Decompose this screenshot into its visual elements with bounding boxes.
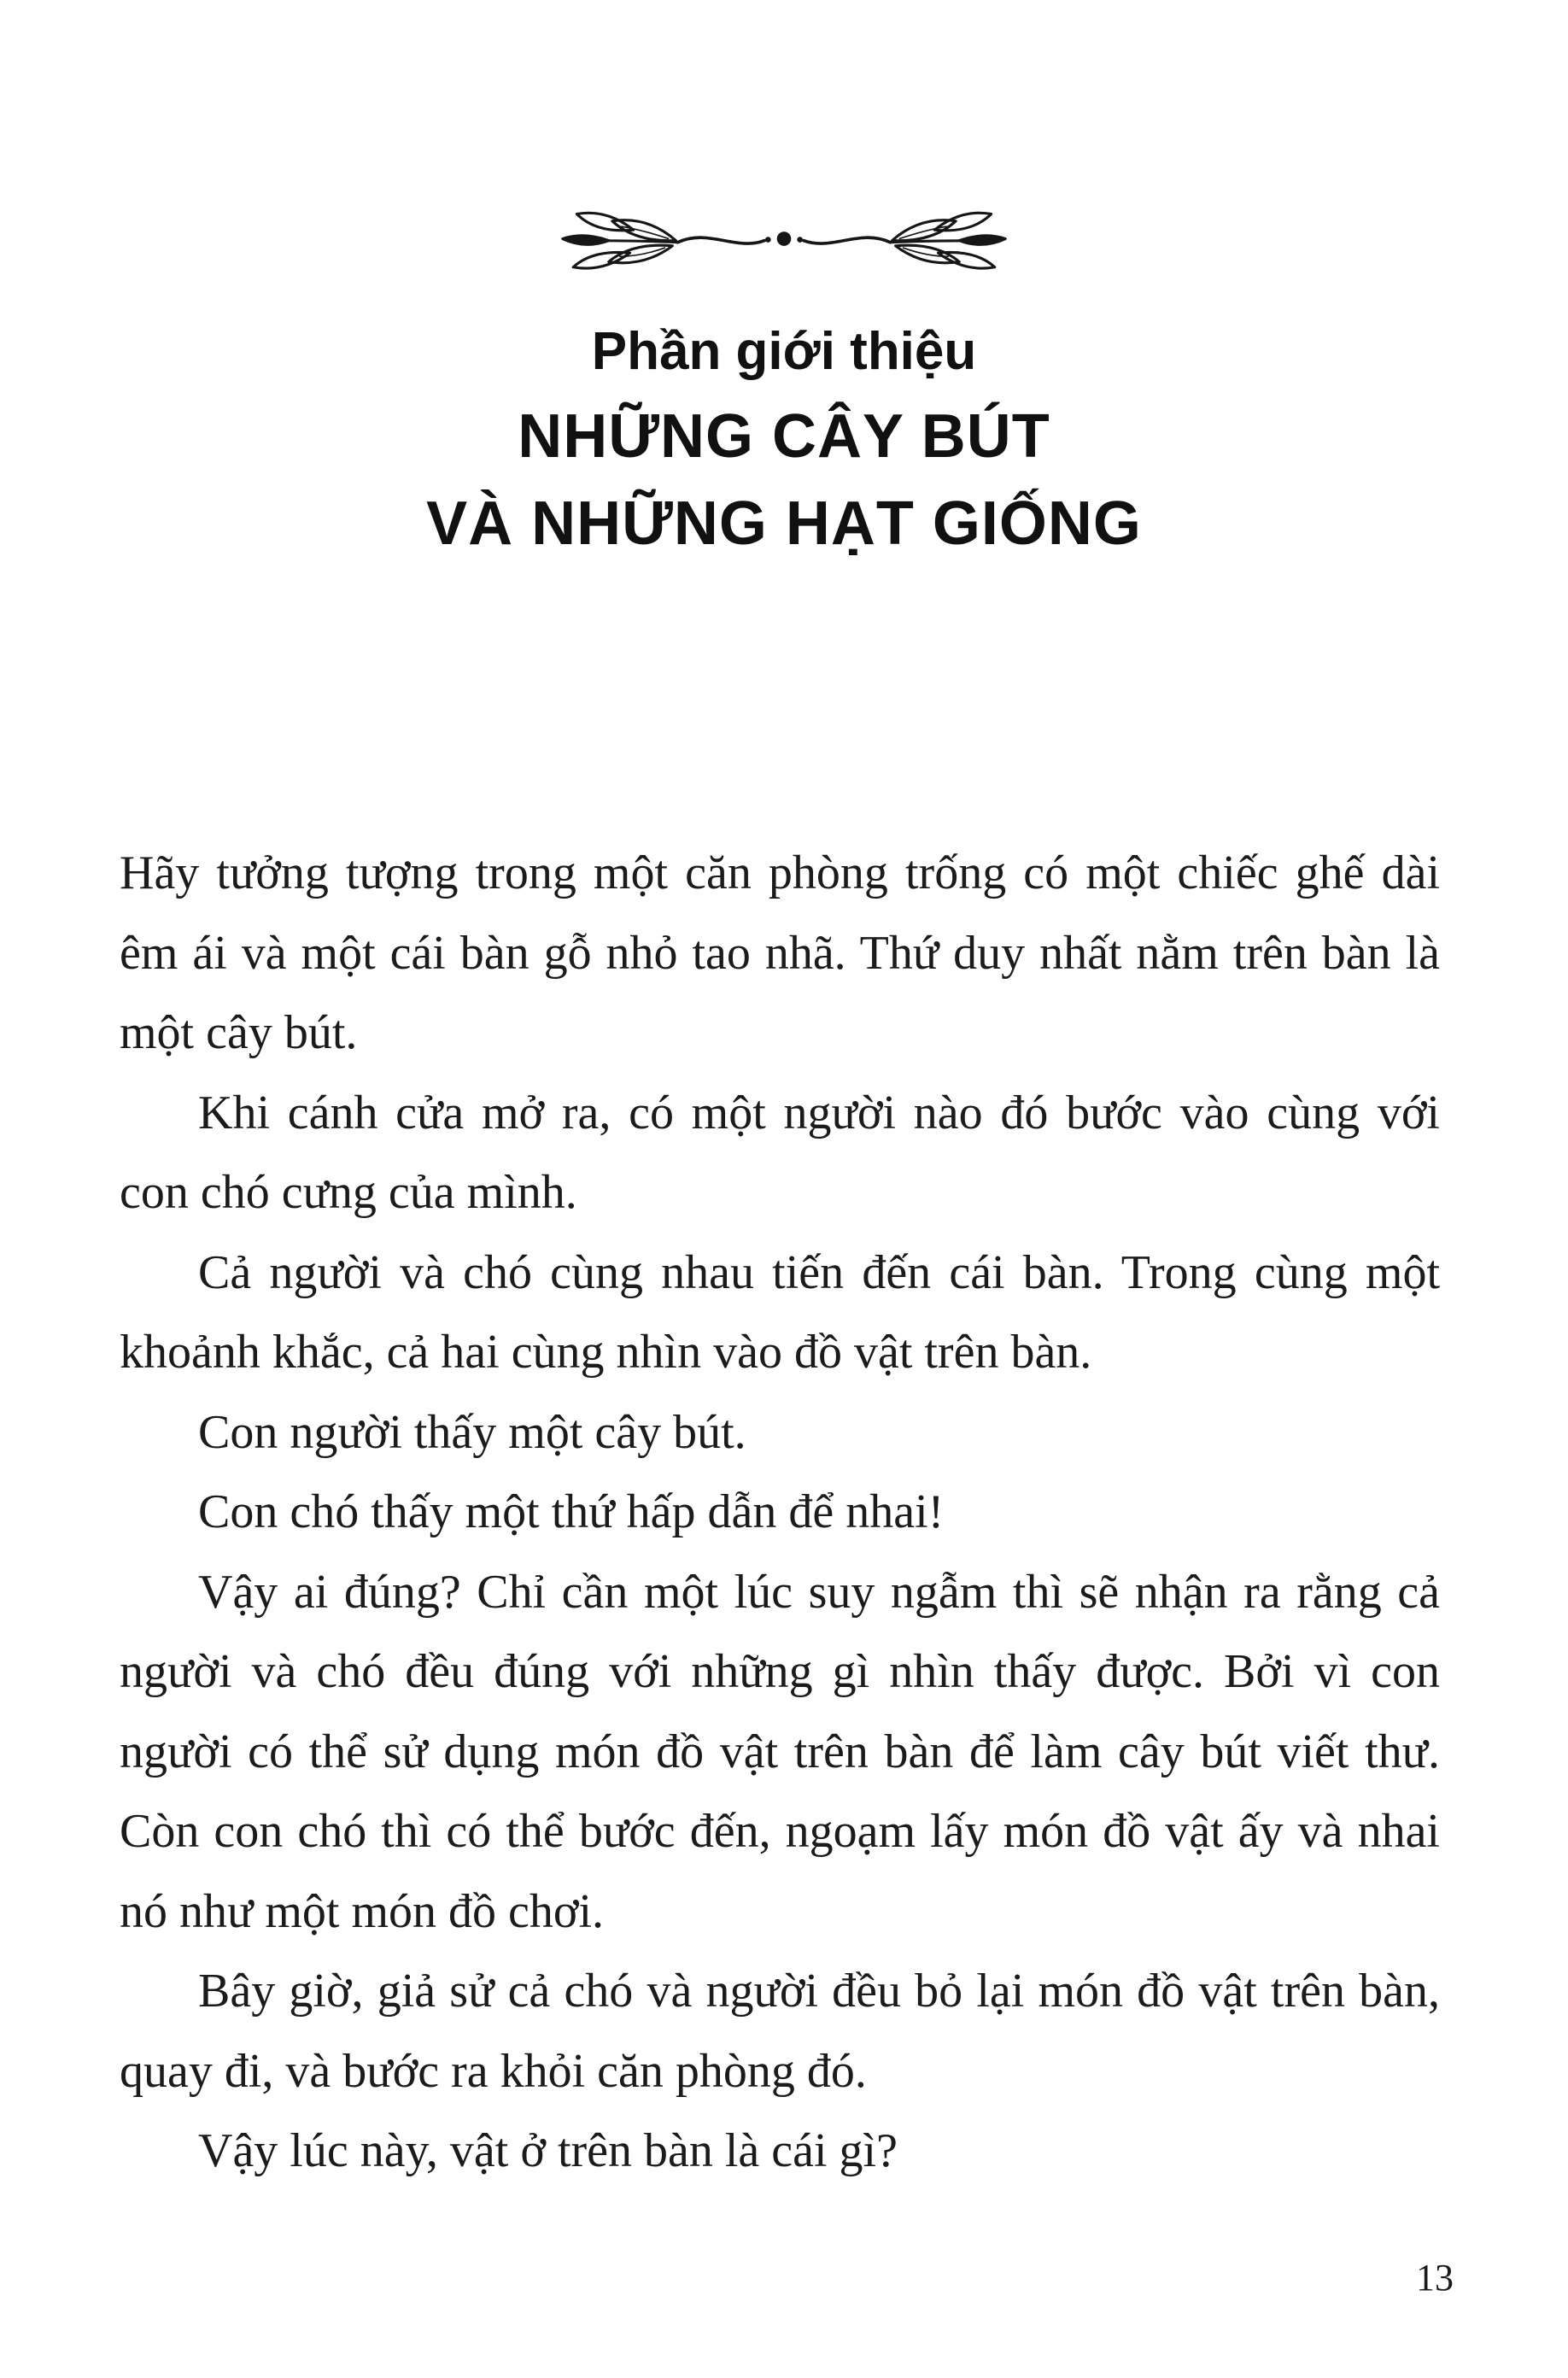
paragraph-8: Vậy lúc này, vật ở trên bàn là cái gì? <box>198 2124 898 2178</box>
chapter-title-block <box>0 311 1568 568</box>
chapter-subtitle: Phần giới thiệu <box>591 321 977 381</box>
chapter-title-line-1: NHỮNG CÂY BÚT <box>518 401 1050 471</box>
paragraph-6: Vậy ai đúng? Chỉ cần một lúc suy ngẫm thì sẽ nhận ra rằng cả người và chó đều đúng với những gì nhìn thấy được. Bởi vì con người có thể sử dụng món đồ vật trên bàn để làm cây bút viết thư. Còn con chó thì có thể bước đến, ngoạm lấy món đồ vật ấy và nhai nó như một món đồ chơi. <box>120 1565 1440 1938</box>
body-text <box>120 834 1440 2192</box>
paragraph-4: Con người thấy một cây bút. <box>198 1405 746 1459</box>
leaf-divider-ornament-icon <box>545 202 1023 287</box>
page-number: 13 <box>1416 2257 1454 2299</box>
paragraph-7: Bây giờ, giả sử cả chó và người đều bỏ lại món đồ vật trên bàn, quay đi, và bước ra khỏi căn phòng đó. <box>120 1965 1440 2098</box>
paragraph-5: Con chó thấy một thứ hấp dẫn để nhai! <box>198 1485 945 1539</box>
chapter-title-line-2: VÀ NHỮNG HẠT GIỐNG <box>426 489 1142 558</box>
paragraph-2: Khi cánh cửa mở ra, có một người nào đó bước vào cùng với con chó cưng của mình. <box>120 1086 1440 1220</box>
paragraph-1: Hãy tưởng tượng trong một căn phòng trống có một chiếc ghế dài êm ái và một cái bàn gỗ nhỏ tao nhã. Thứ duy nhất nằm trên bàn là một cây bút. <box>120 846 1440 1060</box>
paragraph-3: Cả người và chó cùng nhau tiến đến cái bàn. Trong cùng một khoảnh khắc, cả hai cùng nhìn vào đồ vật trên bàn. <box>120 1245 1440 1379</box>
